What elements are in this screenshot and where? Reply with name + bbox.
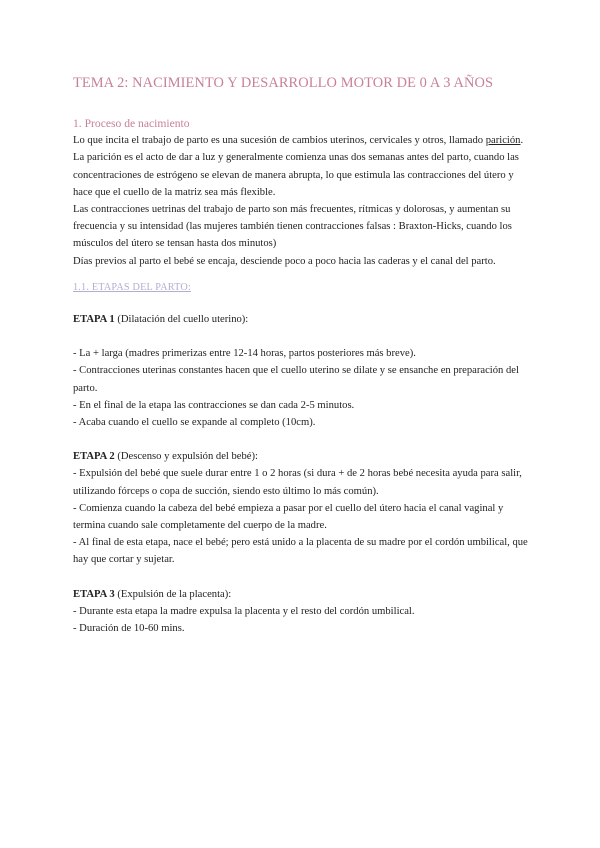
list-item: - La + larga (madres primerizas entre 12-14 horas, partos posteriores más breve). [73, 348, 416, 360]
stage-item-list [73, 603, 529, 637]
list-item: - Acaba cuando el cuello se expande al completo (10cm). [73, 417, 316, 429]
stage-item-list [73, 465, 529, 568]
paragraph-paricion: La parición es el acto de dar a luz y generalmente comienza unas dos semanas antes del parto, cuando las concentraciones de estrógeno se elevan de manera abrupta, lo que estimula las contracciones del útero y hace que el cuello de la matriz sea más flexible. [73, 152, 519, 198]
stage-heading [73, 586, 529, 603]
stage-block [73, 448, 529, 568]
list-item: - Contracciones uterinas constantes hacen que el cuello uterino se dilate y se ensanche en preparación del parto. [73, 365, 519, 394]
paragraph-text: Lo que incita el trabajo de parto es una sucesión de cambios uterinos, cervicales y otros, llamado [73, 135, 486, 147]
stage-heading [73, 311, 529, 328]
list-item: - Durante esta etapa la madre expulsa la placenta y el resto del cordón umbilical. [73, 605, 415, 617]
stage-heading [73, 448, 529, 465]
stage-description: (Dilatación del cuello uterino): [114, 314, 249, 326]
document-title: TEMA 2: NACIMIENTO Y DESARROLLO MOTOR DE 0 A 3 AÑOS [73, 75, 494, 91]
list-item: - Comienza cuando la cabeza del bebé empieza a pasar por el cuello del útero hacia el canal vaginal y termina cuando sale completamente del cuerpo de la madre. [73, 502, 504, 532]
stage-block [73, 586, 529, 638]
document-page [73, 74, 529, 637]
stage-label: ETAPA 3 [73, 588, 115, 600]
stage-description: (Descenso y expulsión del bebé): [114, 451, 258, 463]
stage-block [73, 311, 529, 431]
subsection-heading-stages: 1.1. ETAPAS DEL PARTO: [73, 281, 191, 293]
paragraph-contractions: Las contracciones uetrinas del trabajo de parto son más frecuentes, rítmicas y dolorosas, y aumentan su frecuencia y su intensidad (las mujeres también tienen contracciones falsas : Braxton-Hicks, cuando los músculos del útero se tensan hasta dos minutos) [73, 204, 512, 250]
paragraph-labor-definition [73, 132, 529, 149]
list-item: - Al final de esta etapa, nace el bebé; pero está unido a la placenta de su madre por el cordón umbilical, que hay que cortar y sujetar. [73, 537, 528, 566]
stage-description: (Expulsión de la placenta): [114, 588, 232, 600]
stage-label: ETAPA 1 [73, 314, 115, 326]
list-item: - Duración de 10-60 mins. [73, 623, 185, 635]
stage-item-list [73, 345, 529, 431]
paragraph-text: . [520, 135, 524, 147]
section-heading-birth-process: 1. Proceso de nacimiento [73, 117, 190, 130]
paragraph-days-before: Días previos al parto el bebé se encaja, desciende poco a poco hacia las caderas y el canal del parto. [73, 255, 496, 267]
list-item: - En el final de la etapa las contracciones se dan cada 2-5 minutos. [73, 399, 355, 411]
stage-label: ETAPA 2 [73, 451, 115, 463]
paricion-term-link: parición [485, 135, 521, 147]
list-item: - Expulsión del bebé que suele durar entre 1 o 2 horas (si dura + de 2 horas bebé necesita ayuda para salir, utilizando fórceps o copa de succión, siendo esto último lo más común). [73, 468, 522, 497]
